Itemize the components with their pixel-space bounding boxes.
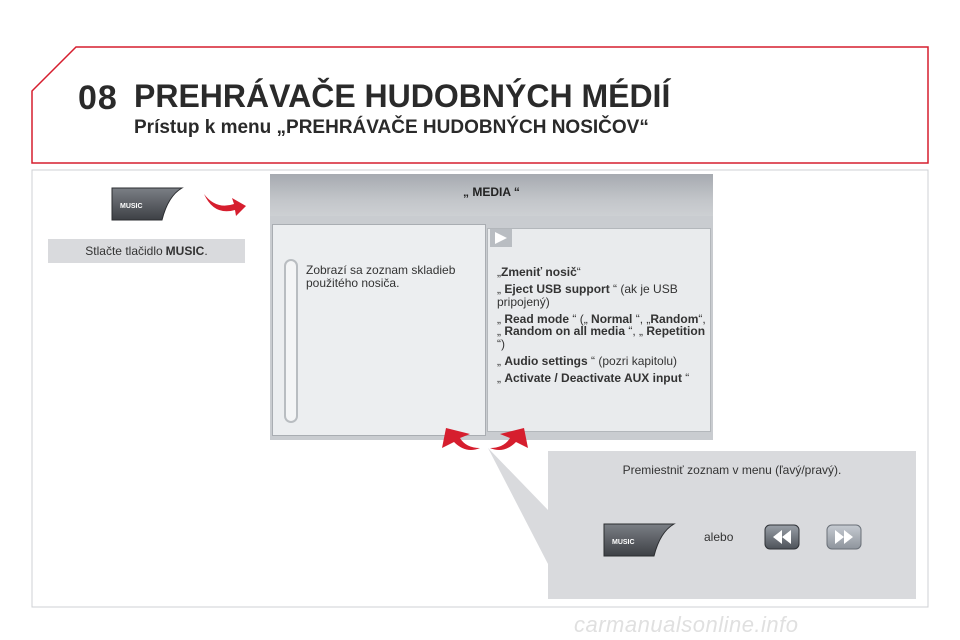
step-instruction (48, 239, 245, 263)
scrollbar[interactable] (284, 259, 298, 423)
rewind-button-icon[interactable] (764, 524, 800, 550)
menu-item-audio-settings[interactable]: „ Audio settings “ (pozri kapitolu) (497, 353, 678, 368)
watermark: carmanualsonline.info (574, 612, 799, 637)
screen-title: „ MEDIA “ (463, 185, 520, 199)
callout-pointer (486, 446, 556, 566)
step-text: Stlačte tlačidlo (85, 244, 163, 258)
fast-forward-button-icon[interactable] (826, 524, 862, 550)
music-button-icon[interactable] (110, 186, 184, 222)
menu-item-eject-usb[interactable]: „ Eject USB support “ (ak je USB pripojený) (497, 282, 678, 309)
menu-item-aux[interactable]: „ Activate / Deactivate AUX input “ (497, 370, 690, 385)
music-button-icon[interactable] (602, 522, 676, 558)
red-curved-arrow-icon (200, 186, 250, 218)
media-menu-list (497, 266, 707, 389)
menu-item-read-mode[interactable]: „ Read mode “ („ Normal “, „Random“, „ Random on all media “, „ Repetition “) (497, 311, 706, 351)
page-title: PREHRÁVAČE HUDOBNÝCH MÉDIÍ (134, 78, 671, 114)
chapter-number: 08 (78, 79, 118, 117)
track-list-panel[interactable] (272, 224, 486, 436)
track-list-description: Zobrazí sa zoznam skladieb použitého nosiča. (306, 263, 456, 290)
or-text: alebo (704, 530, 734, 544)
page-subtitle: Prístup k menu „PREHRÁVAČE HUDOBNÝCH NOSIČOV“ (134, 117, 649, 138)
play-icon (490, 229, 512, 247)
step-end: . (204, 244, 208, 258)
music-button-label-2: MUSIC (612, 539, 635, 546)
music-button-label: MUSIC (120, 203, 143, 210)
info-text: Premiestniť zoznam v menu (ľavý/pravý). (622, 463, 842, 477)
step-button-name: MUSIC (165, 244, 205, 258)
menu-item-change-source[interactable]: „Zmeniť nosič“ (497, 265, 581, 279)
